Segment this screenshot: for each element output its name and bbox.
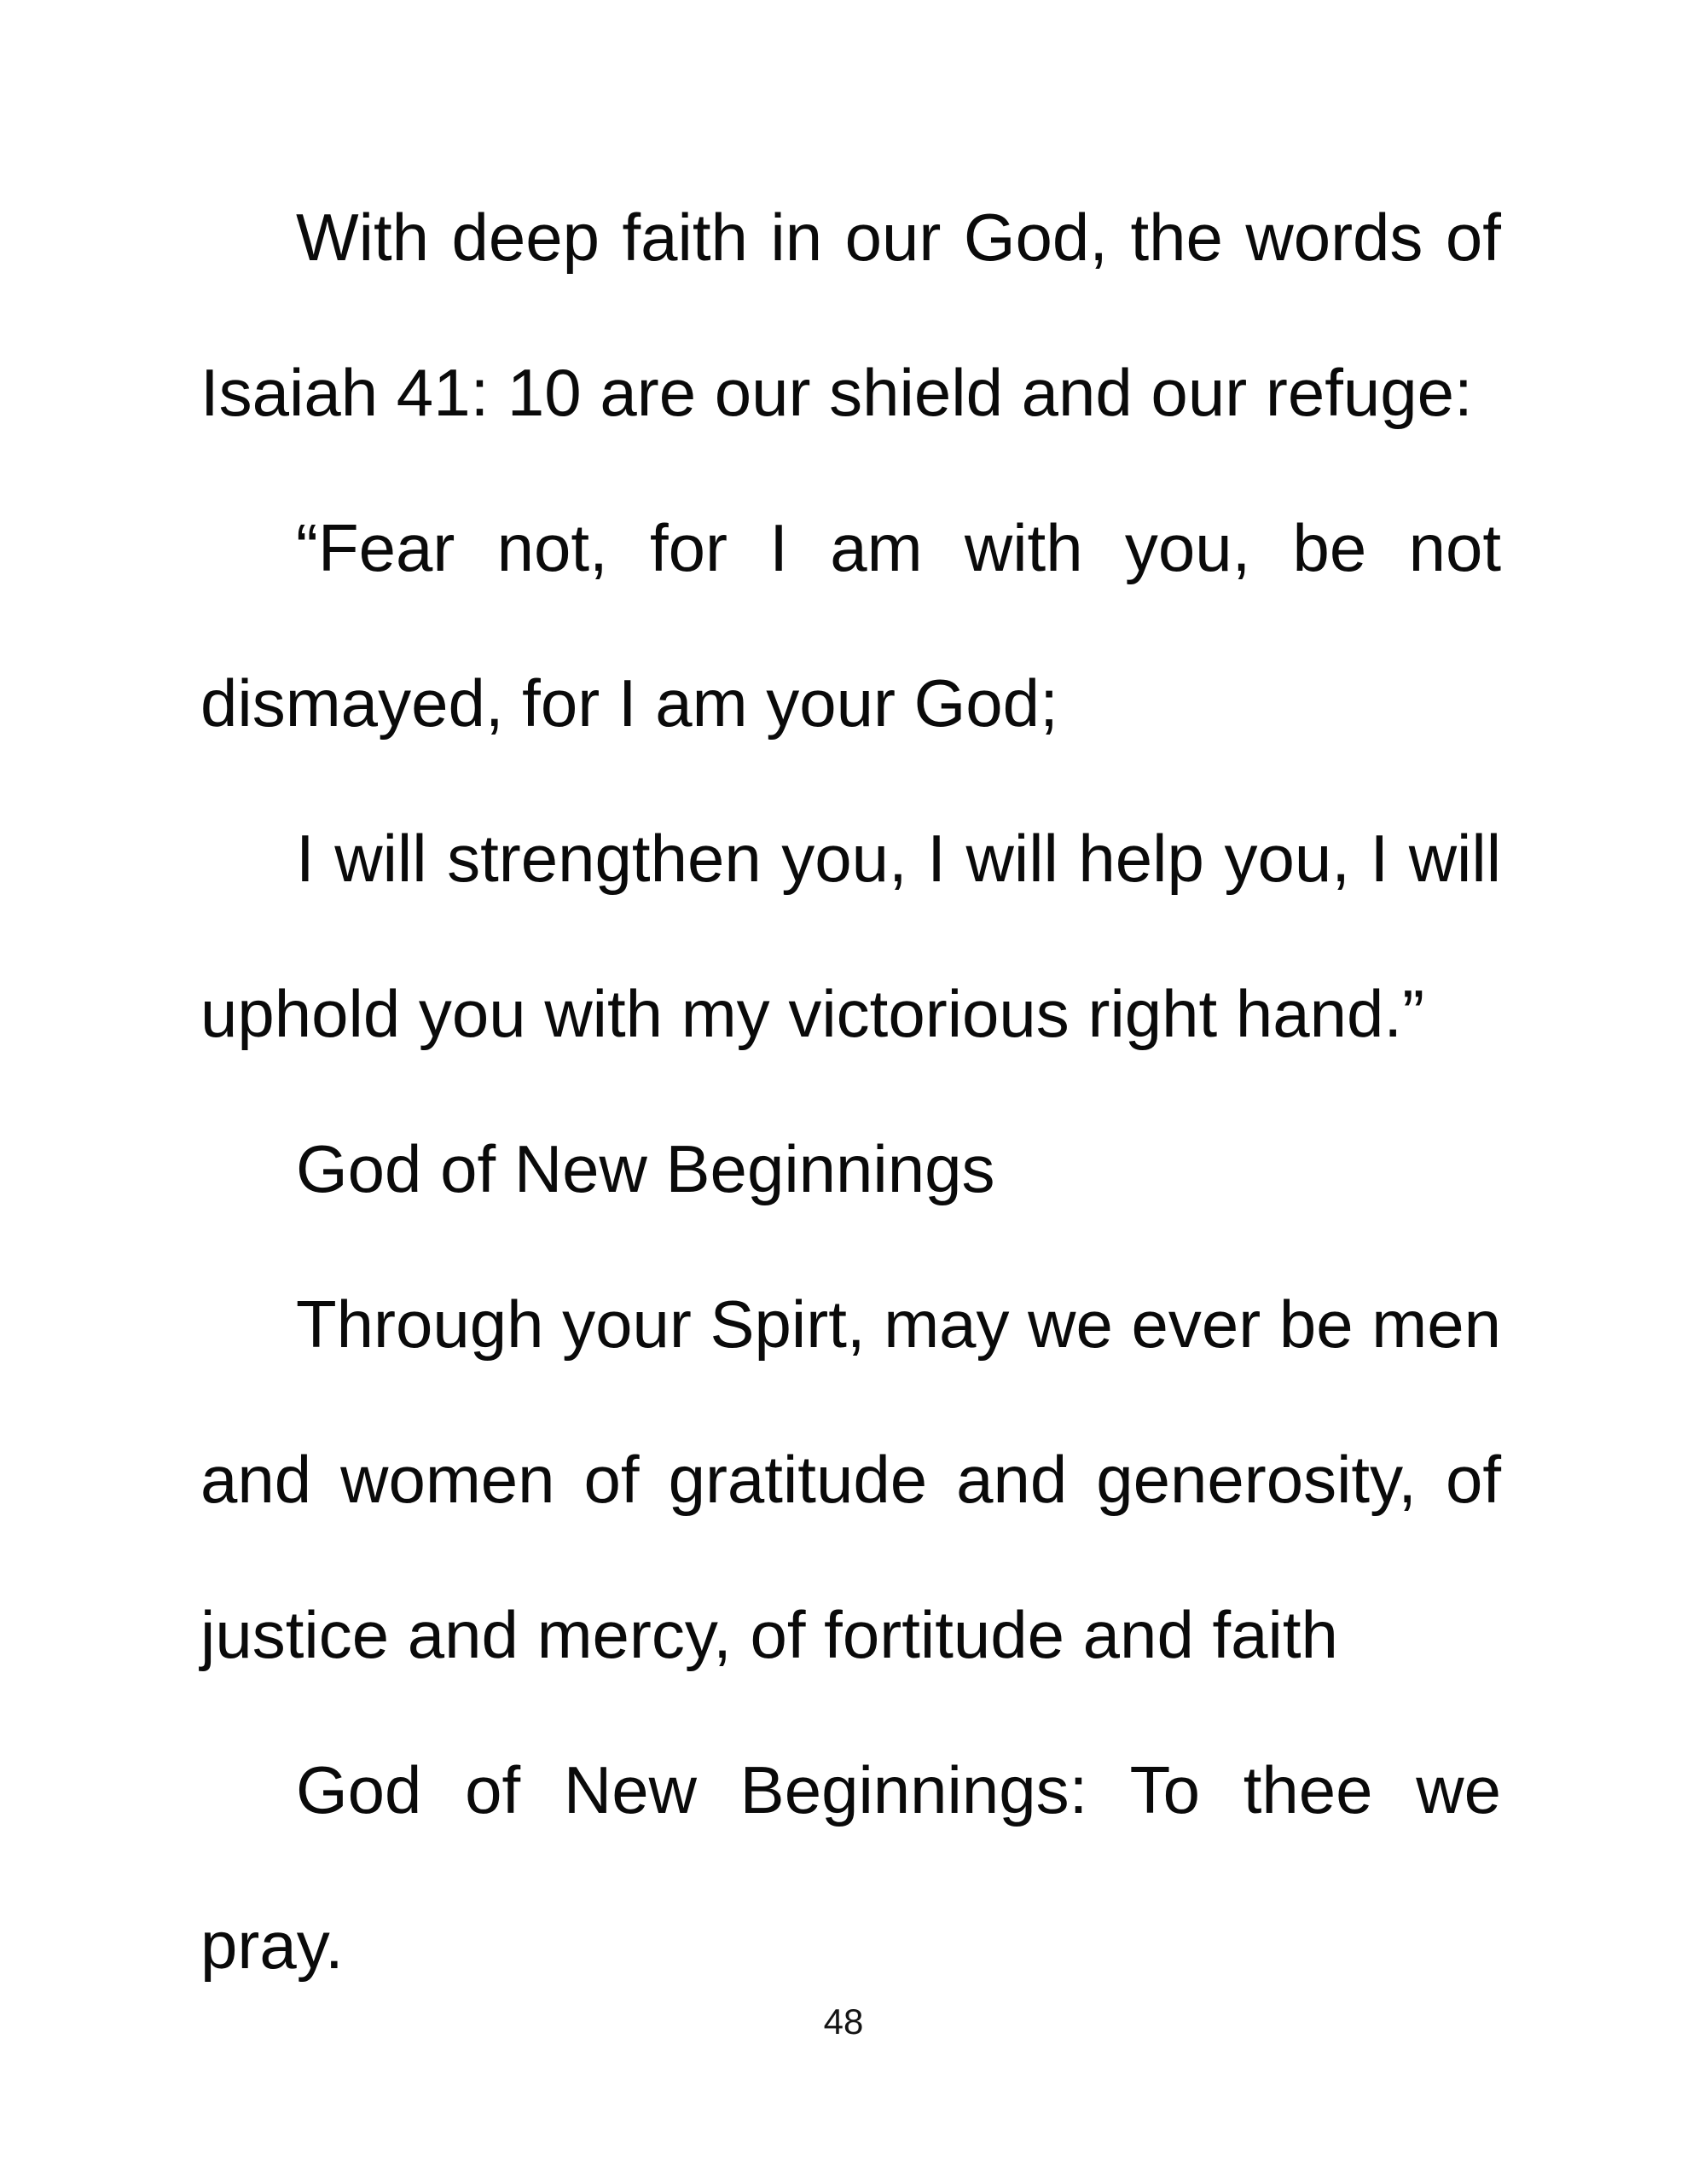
text-line <box>200 1557 1501 1712</box>
text-line <box>200 781 1501 936</box>
text-run: With deep faith in our God, the words of <box>296 200 1501 275</box>
text-line <box>200 1091 1501 1246</box>
text-run: pray. <box>200 1908 344 1983</box>
text-run: dismayed, for I am your God; <box>200 665 1058 741</box>
text-line <box>200 936 1501 1091</box>
text-line <box>200 315 1501 470</box>
text-run: Isaiah 41: 10 are our shield and our refuge: <box>200 355 1473 430</box>
text-run: I will strengthen you, I will help you, I will <box>296 821 1502 896</box>
text-line <box>200 1867 1501 2023</box>
text-body <box>200 160 1501 2023</box>
text-line <box>200 1246 1501 1402</box>
text-run: Through your Spirt, may we ever be men <box>296 1287 1502 1362</box>
text-run: God of New Beginnings <box>296 1131 995 1206</box>
text-run: God of New Beginnings: To thee we <box>296 1752 1501 1827</box>
text-run: justice and mercy, of fortitude and faith <box>200 1597 1338 1672</box>
text-line <box>200 160 1501 315</box>
text-run: and women of gratitude and generosity, of <box>200 1442 1502 1517</box>
text-line <box>200 1712 1501 1867</box>
text-line <box>200 625 1501 781</box>
text-run: uphold you with my victorious right hand.” <box>200 976 1425 1051</box>
text-run: “Fear not, for I am with you, be not <box>296 510 1502 585</box>
page-number: 48 <box>823 2001 864 2042</box>
text-line <box>200 1402 1501 1557</box>
text-line <box>200 470 1501 625</box>
